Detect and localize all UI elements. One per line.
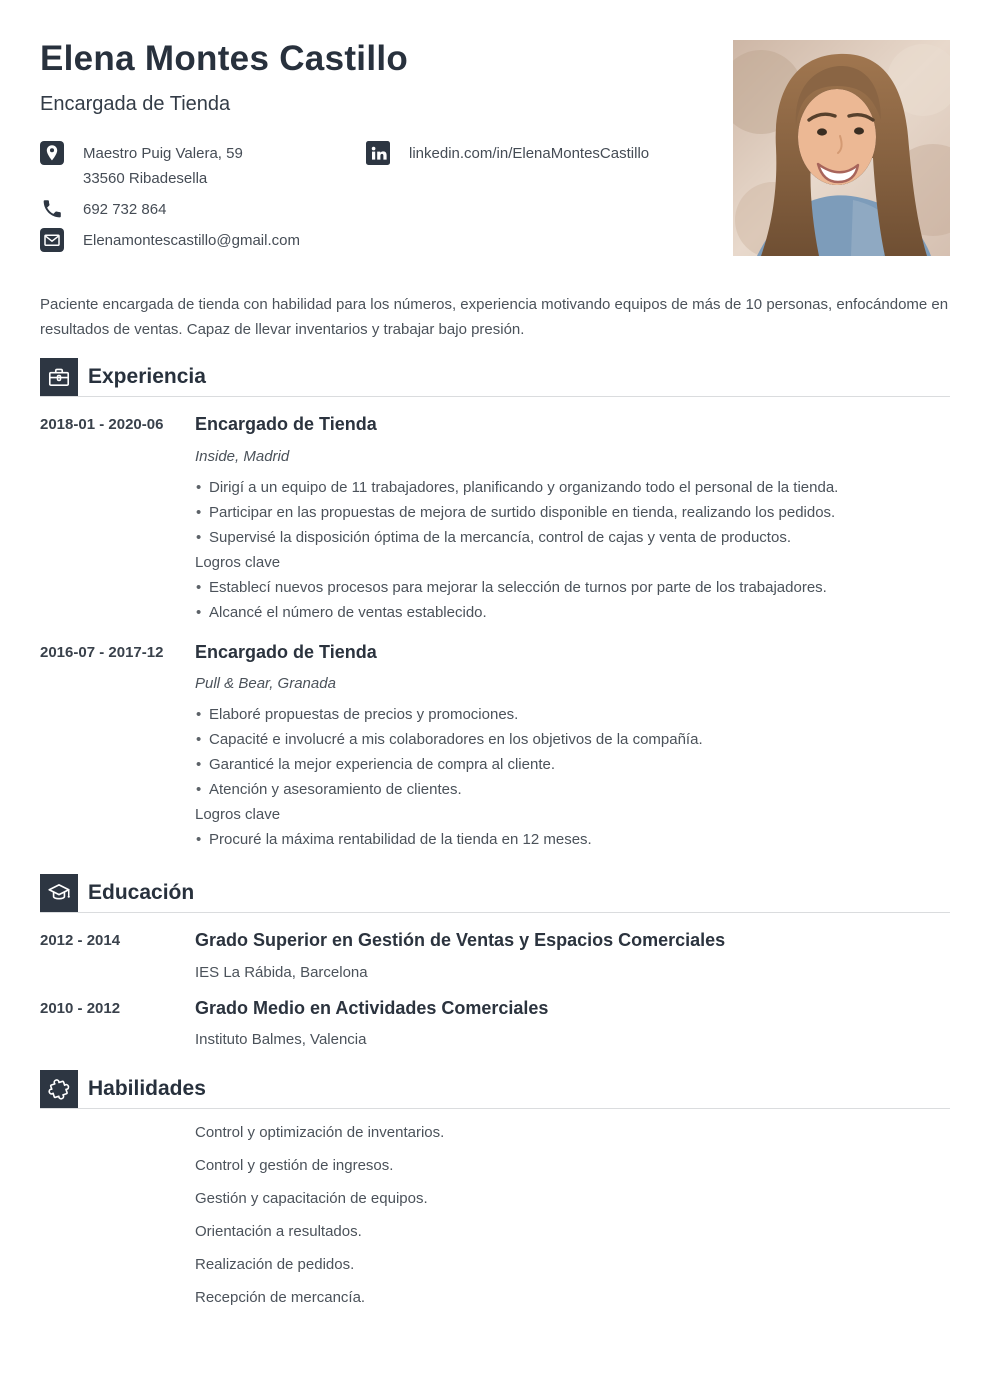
entry-company: Pull & Bear, Granada	[195, 675, 336, 693]
entry-bullet: • Elaboré propuestas de precios y promociones.	[195, 702, 950, 727]
linkedin-url: linkedin.com/in/ElenaMontesCastillo	[409, 144, 650, 162]
education-entry-2	[0, 998, 990, 1049]
school-name: Instituto Balmes, Valencia	[195, 1031, 367, 1049]
skill-item: Orientación a resultados.	[195, 1223, 362, 1241]
entry-role: Encargado de Tienda	[195, 641, 377, 662]
achievements-label: Logros clave	[195, 553, 281, 571]
entry-body	[195, 998, 950, 1049]
entry-bullet: • Atención y asesoramiento de clientes.	[195, 777, 950, 802]
entry-company: Inside, Madrid	[195, 447, 290, 465]
skills-section-title: Habilidades	[88, 1077, 206, 1101]
contact-column-left	[40, 141, 366, 259]
phone-number: 692 732 864	[83, 200, 167, 218]
skill-item: Control y optimización de inventarios.	[195, 1124, 445, 1142]
achievement-bullet: • Alcancé el número de ventas establecido.	[195, 600, 950, 625]
degree-title: Grado Superior en Gestión de Ventas y Espacios Comerciales	[195, 930, 726, 951]
experience-entry-1	[0, 414, 990, 625]
entry-role: Encargado de Tienda	[195, 414, 377, 434]
profile-photo	[733, 40, 950, 256]
skill-item: Recepción de mercancía.	[195, 1289, 366, 1307]
address-line1: Maestro Puig Valera, 59	[83, 144, 243, 162]
education-section-header	[40, 874, 950, 913]
entry-body	[195, 414, 950, 625]
achievements-list	[195, 827, 950, 852]
entry-bullet: • Garanticé la mejor experiencia de compra al cliente.	[195, 752, 950, 777]
skill-item: Gestión y capacitación de equipos.	[195, 1190, 428, 1208]
briefcase-icon	[40, 358, 78, 396]
person-name: Elena Montes Castillo	[40, 39, 409, 78]
phone-icon	[40, 197, 64, 221]
entry-bullet: • Supervisé la disposición óptima de la mercancía, control de cajas y venta de productos.	[195, 525, 950, 550]
experience-section-header	[40, 358, 950, 397]
entry-dates: 2012 - 2014	[40, 932, 121, 950]
linkedin-icon	[366, 141, 390, 165]
location-pin-icon	[40, 141, 64, 165]
summary-text: Paciente encargada de tienda con habilidad para los números, experiencia motivando equipos de más de 10 personas, enfocándome en resultados de ventas. Capaz de llevar inventarios y trabajar bajo presión.	[40, 296, 949, 338]
email-icon	[40, 228, 64, 252]
achievements-label: Logros clave	[195, 806, 281, 824]
degree-title: Grado Medio en Actividades Comerciales	[195, 997, 549, 1018]
achievement-bullet: • Establecí nuevos procesos para mejorar la selección de turnos por parte de los trabajadores.	[195, 575, 950, 600]
skills-section-header	[40, 1070, 950, 1109]
address-text	[83, 141, 243, 191]
education-entry-1	[0, 930, 990, 981]
entry-dates: 2016-07 - 2017-12	[40, 643, 164, 661]
contact-phone	[40, 197, 366, 222]
skills-list	[0, 1111, 990, 1305]
entry-bullet: • Capacité e involucré a mis colaboradores en los objetivos de la compañía.	[195, 727, 950, 752]
entry-dates: 2018-01 - 2020-06	[40, 416, 164, 433]
entry-bullet-list	[195, 475, 950, 550]
contact-email	[40, 228, 366, 253]
skill-item: Realización de pedidos.	[195, 1256, 355, 1274]
address-line2: 33560 Ribadesella	[83, 169, 208, 187]
experience-section-title: Experiencia	[88, 365, 206, 388]
entry-dates: 2010 - 2012	[40, 999, 121, 1017]
skill-item: Control y gestión de ingresos.	[195, 1157, 394, 1175]
entry-body	[195, 930, 950, 981]
school-name: IES La Rábida, Barcelona	[195, 963, 368, 981]
achievements-list	[195, 575, 950, 625]
contact-address	[40, 141, 366, 191]
puzzle-icon	[40, 1070, 78, 1108]
email-address: Elenamontescastillo@gmail.com	[83, 231, 300, 249]
entry-bullet-list	[195, 702, 950, 802]
entry-body	[195, 642, 950, 853]
achievement-bullet: • Procuré la máxima rentabilidad de la tienda en 12 meses.	[195, 827, 950, 852]
skills-spacer	[40, 1111, 195, 1305]
entry-bullet: • Participar en las propuestas de mejora de surtido disponible en tienda, realizando los pedidos.	[195, 500, 950, 525]
education-section-title: Educación	[88, 881, 195, 905]
person-job-title: Encargada de Tienda	[40, 92, 231, 115]
graduation-cap-icon	[40, 874, 78, 912]
resume-header	[0, 0, 990, 256]
entry-bullet: • Dirigí a un equipo de 11 trabajadores, planificando y organizando todo el personal de la tienda.	[195, 475, 950, 500]
experience-entry-2	[0, 642, 990, 853]
